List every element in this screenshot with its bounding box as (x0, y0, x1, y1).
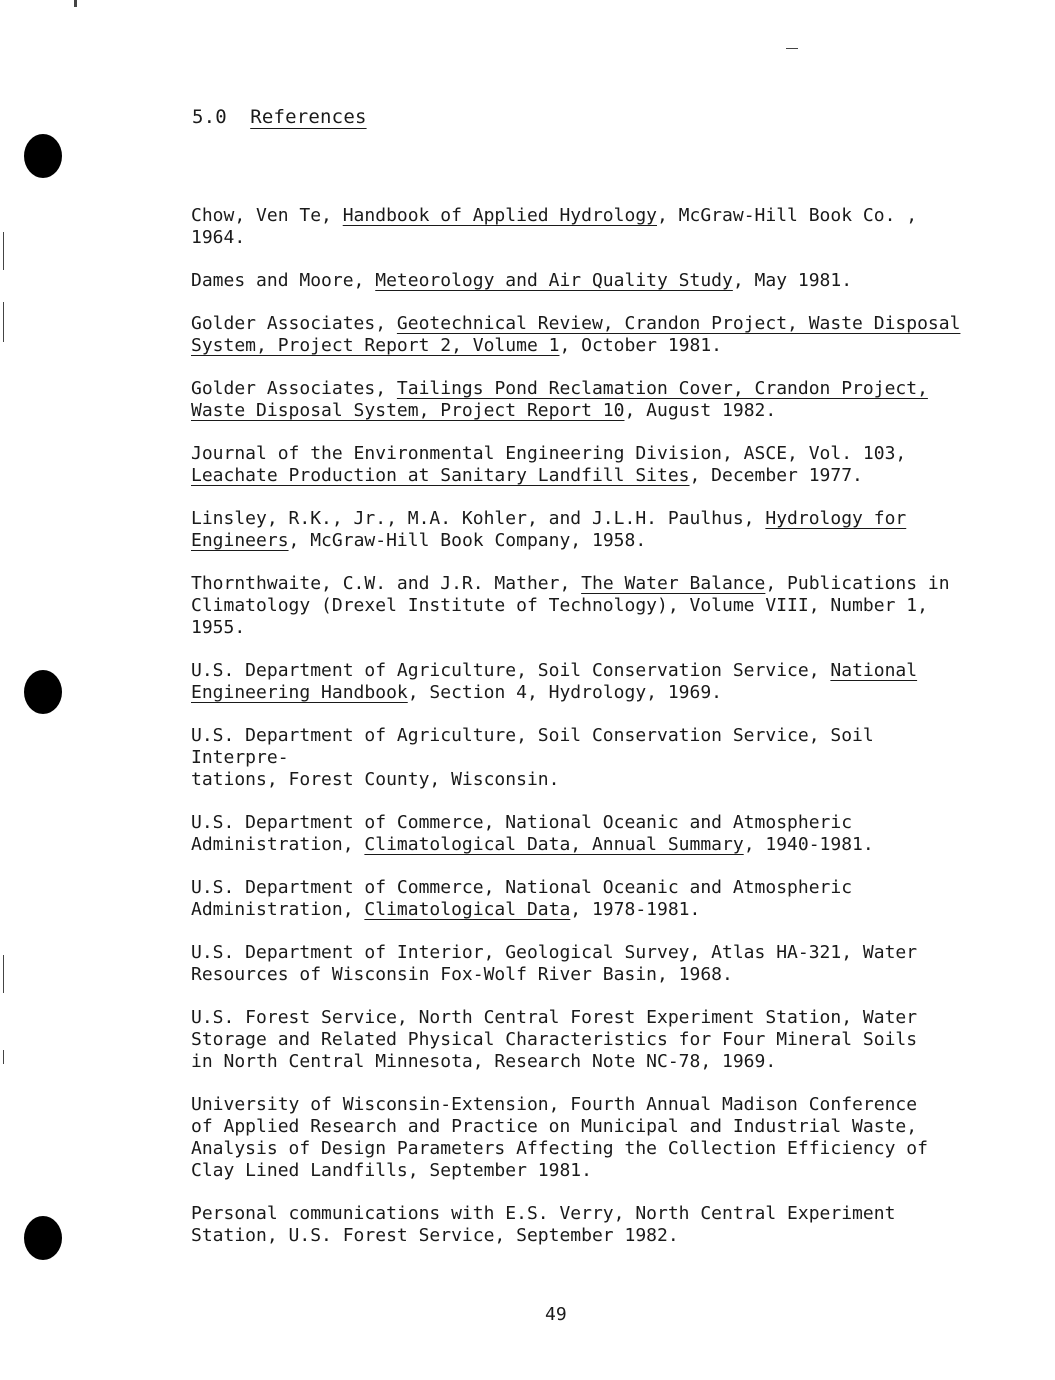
reference-text: U.S. Forest Service, North Central Forest Experiment Station, Water Storage and Related Physical Characteristics for Four Mineral Soils in North Central Minnesota, Research Note NC-78, 1969. (191, 1007, 918, 1072)
reference-text: U.S. Department of Agriculture, Soil Conservation Service, (191, 660, 831, 681)
scan-speck (786, 48, 798, 49)
binder-hole-bottom (24, 1216, 62, 1260)
reference-title: The Water Balance (581, 573, 766, 594)
reference-entry (191, 660, 981, 704)
reference-text: Golder Associates, (191, 313, 397, 334)
reference-text: U.S. Department of Agriculture, Soil Conservation Service, Soil Interpre- tations, Forest County, Wisconsin. (191, 725, 874, 790)
reference-text: , McGraw-Hill Book Co. , 1964. (191, 205, 928, 248)
binder-hole-top (24, 134, 62, 178)
reference-entry (191, 573, 981, 639)
reference-entry (191, 942, 981, 986)
reference-title: Climatological Data (364, 899, 571, 920)
reference-text: U.S. Department of Commerce, National Oceanic and Atmospheric Administration, (191, 877, 853, 920)
reference-title: Handbook of Applied Hydrology (342, 205, 657, 226)
reference-entry (191, 725, 981, 791)
reference-text: , December 1977. (689, 465, 863, 486)
reference-entry (191, 378, 981, 422)
reference-title: Geotechnical Review, Crandon Project, Waste Disposal System, Project Report 2, Volume 1 (191, 313, 961, 356)
reference-title: Climatological Data, Annual Summary (364, 834, 744, 855)
reference-entry (191, 205, 981, 249)
reference-text: Journal of the Environmental Engineering Division, ASCE, Vol. 103, (191, 443, 907, 464)
reference-text: Chow, Ven Te, (191, 205, 343, 226)
reference-text: Golder Associates, (191, 378, 397, 399)
reference-text: , May 1981. (732, 270, 853, 291)
reference-title: Leachate Production at Sanitary Landfill Sites (191, 465, 690, 486)
section-number: 5.0 (192, 106, 227, 128)
reference-entry (191, 313, 981, 357)
reference-text: Linsley, R.K., Jr., M.A. Kohler, and J.L.H. Paulhus, (191, 508, 766, 529)
scan-speck (3, 955, 4, 993)
reference-title: National Engineering Handbook (191, 660, 918, 703)
reference-entry (191, 270, 981, 292)
reference-text: , Section 4, Hydrology, 1969. (407, 682, 723, 703)
reference-title: Tailings Pond Reclamation Cover, Crandon Project, Waste Disposal System, Project Report 10 (191, 378, 928, 421)
reference-entry (191, 508, 981, 552)
scan-speck (3, 1050, 4, 1064)
reference-text: , August 1982. (624, 400, 777, 421)
scan-speck (3, 302, 4, 342)
reference-text: , 1978-1981. (570, 899, 701, 920)
reference-text: Personal communications with E.S. Verry, North Central Experiment Station, U.S. Forest Service, September 1982. (191, 1203, 896, 1246)
reference-list (191, 205, 981, 1268)
reference-text: , McGraw-Hill Book Company, 1958. (288, 530, 647, 551)
reference-title: Hydrology for Engineers (191, 508, 907, 551)
reference-entry (191, 877, 981, 921)
reference-text: , October 1981. (559, 335, 723, 356)
reference-text: University of Wisconsin-Extension, Fourth Annual Madison Conference of Applied Research and Practice on Municipal and Industrial Waste, Analysis of Design Parameters Affecting the Collection Efficiency of Clay Lined Landfills, September 1981. (191, 1094, 928, 1181)
reference-text: Dames and Moore, (191, 270, 376, 291)
section-title: References (250, 106, 367, 128)
page-number: 49 (545, 1304, 567, 1325)
reference-text: U.S. Department of Interior, Geological Survey, Atlas HA-321, Water Resources of Wisconsin Fox-Wolf River Basin, 1968. (191, 942, 918, 985)
section-heading (192, 106, 367, 128)
reference-entry (191, 812, 981, 856)
reference-text: , Publications in Climatology (Drexel Institute of Technology), Volume VIII, Number 1, 1955. (191, 573, 950, 638)
reference-entry (191, 1203, 981, 1247)
reference-text: , 1940-1981. (743, 834, 874, 855)
reference-text: Thornthwaite, C.W. and J.R. Mather, (191, 573, 582, 594)
scan-speck (3, 232, 4, 270)
reference-entry (191, 1094, 981, 1182)
reference-text: U.S. Department of Commerce, National Oceanic and Atmospheric Administration, (191, 812, 853, 855)
reference-entry (191, 1007, 981, 1073)
binder-hole-middle (24, 670, 62, 714)
reference-entry (191, 443, 981, 487)
reference-title: Meteorology and Air Quality Study (375, 270, 733, 291)
scan-speck (74, 0, 77, 7)
